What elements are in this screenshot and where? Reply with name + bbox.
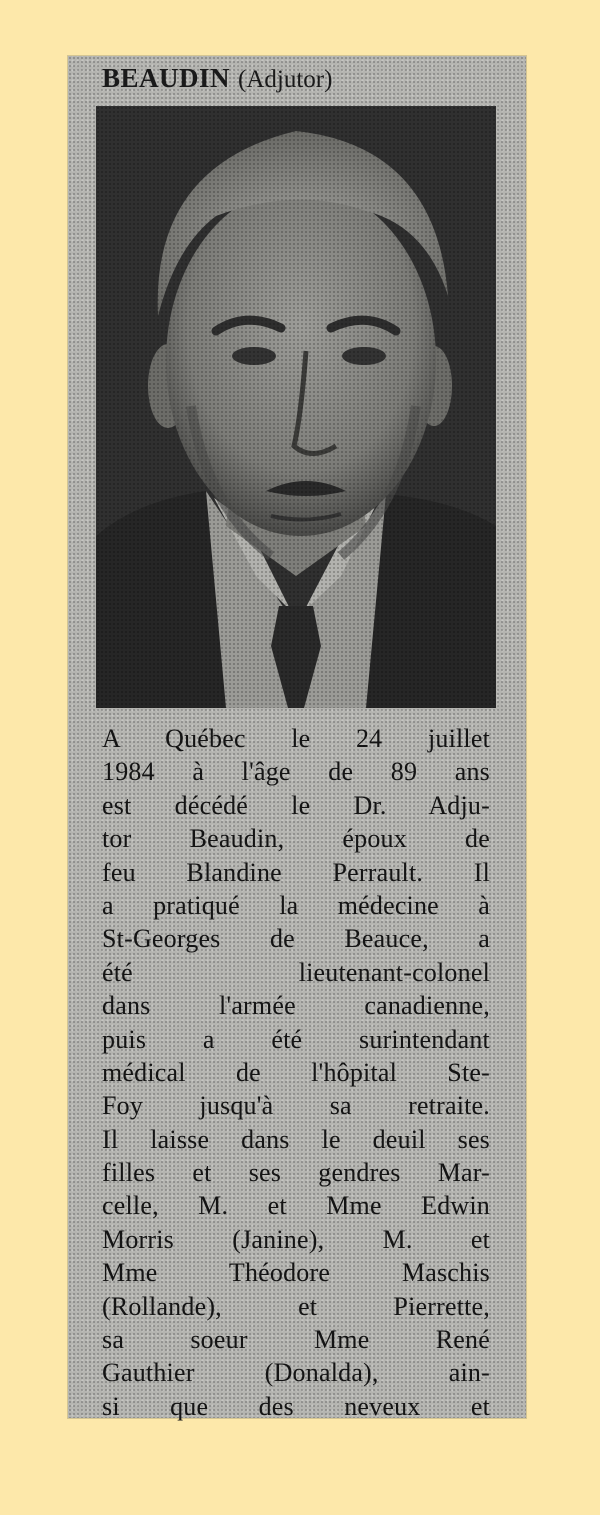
- text-line: 1984 à l'âge de 89 ans: [102, 757, 490, 787]
- portrait-photo: [96, 106, 496, 708]
- text-line: a pratiqué la médecine à: [102, 890, 490, 920]
- text-line: (Rollande), et Pierrette,: [102, 1291, 490, 1321]
- text-line: est décédé le Dr. Adju-: [102, 790, 490, 820]
- text-line: tor Beaudin, époux de: [102, 824, 490, 854]
- text-line: Gauthier (Donalda), ain-: [102, 1358, 490, 1388]
- text-line: dans l'armée canadienne,: [102, 991, 490, 1021]
- text-line: St-Georges de Beauce, a: [102, 924, 490, 954]
- text-line: médical de l'hôpital Ste-: [102, 1057, 490, 1087]
- surname: BEAUDIN: [102, 63, 231, 93]
- text-line: Morris (Janine), M. et: [102, 1224, 490, 1254]
- text-line: celle, M. et Mme Edwin: [102, 1191, 490, 1221]
- given-name: (Adjutor): [238, 66, 333, 93]
- text-line: puis a été surintendant: [102, 1024, 490, 1054]
- text-line: filles et ses gendres Mar-: [102, 1158, 490, 1188]
- obituary-heading: [102, 58, 332, 98]
- text-line: feu Blandine Perrault. Il: [102, 857, 490, 887]
- text-line: été lieutenant-colonel: [102, 957, 490, 987]
- newspaper-clipping: [68, 56, 526, 1421]
- text-line: si que des neveux et: [102, 1391, 490, 1421]
- text-line: sa soeur Mme René: [102, 1325, 490, 1355]
- text-line: Il laisse dans le deuil ses: [102, 1124, 490, 1154]
- obituary-text: [102, 722, 490, 1423]
- text-line: A Québec le 24 juillet: [102, 724, 490, 753]
- text-line: Mme Théodore Maschis: [102, 1258, 490, 1288]
- portrait-illustration: [96, 106, 496, 708]
- text-line: Foy jusqu'à sa retraite.: [102, 1091, 490, 1121]
